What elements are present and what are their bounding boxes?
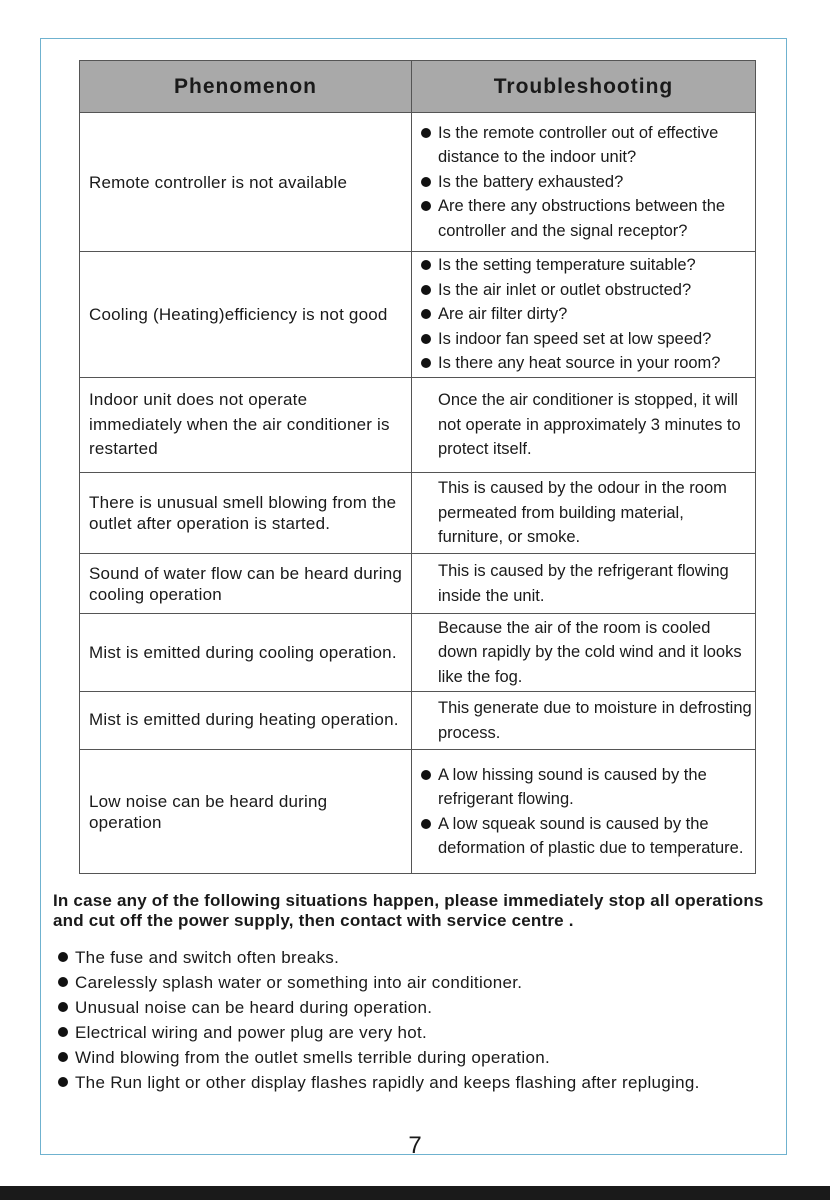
bullet-icon [421,128,431,138]
bullet-icon [58,977,68,987]
bullet-icon [58,1077,68,1087]
troubleshooting-cell [412,252,756,378]
list-item: Is the air inlet or outlet obstructed? [420,278,753,303]
bullet-icon [58,1002,68,1012]
phenomenon-cell: Remote controller is not available [80,113,412,252]
phenomenon-cell: Cooling (Heating)efficiency is not good [80,252,412,378]
troubleshooting-cell [412,113,756,252]
troubleshooting-cell [412,692,756,750]
troubleshooting-cell [412,473,756,554]
bullet-icon [421,260,431,270]
bullet-icon [58,1027,68,1037]
table-header-row [80,61,756,113]
table-row [80,614,756,692]
troubleshooting-cell [412,750,756,874]
phenomenon-cell: Indoor unit does not operate immediately when the air conditioner is restarted [80,378,412,473]
troubleshooting-text: Because the air of the room is cooled down rapidly by the cold wind and it looks like the fog. [438,618,742,686]
bullet-icon [421,819,431,829]
table-row [80,252,756,378]
list-item: Are air filter dirty? [420,302,753,327]
table-row [80,750,756,874]
list-item: Are there any obstructions between the controller and the signal receptor? [420,194,753,243]
troubleshooting-cell [412,614,756,692]
list-item: A low squeak sound is caused by the deformation of plastic due to temperature. [420,812,753,861]
list-item: A low hissing sound is caused by the refrigerant flowing. [420,763,753,812]
bullet-icon [58,952,68,962]
list-item: Is the remote controller out of effective distance to the indoor unit? [420,121,753,170]
troubleshooting-text: Once the air conditioner is stopped, it will not operate in approximately 3 minutes to protect itself. [438,391,741,459]
bullet-icon [421,177,431,187]
bullet-icon [421,309,431,319]
bullet-icon [421,358,431,368]
troubleshooting-text: This generate due to moisture in defrosting process. [438,699,752,742]
list-item: Is there any heat source in your room? [420,351,753,376]
list-item: Wind blowing from the outlet smells terrible during operation. [58,1045,798,1070]
list-item: The Run light or other display flashes rapidly and keeps flashing after repluging. [58,1070,798,1095]
list-item: Unusual noise can be heard during operation. [58,995,798,1020]
list-item: Carelessly splash water or something into air conditioner. [58,970,798,995]
list-item: Is indoor fan speed set at low speed? [420,327,753,352]
table-row [80,113,756,252]
phenomenon-cell: Mist is emitted during heating operation. [80,692,412,750]
bullet-icon [421,770,431,780]
troubleshooting-table [79,60,756,874]
bullet-icon [421,285,431,295]
list-item: Is the setting temperature suitable? [420,253,753,278]
page-number: 7 [408,1132,422,1159]
table-row [80,378,756,473]
phenomenon-cell: Mist is emitted during cooling operation. [80,614,412,692]
troubleshooting-cell [412,554,756,614]
table-row [80,692,756,750]
header-phenomenon: Phenomenon [80,61,412,113]
phenomenon-cell: Low noise can be heard during operation [80,750,412,874]
bottom-bar [0,1186,830,1200]
bullet-icon [421,201,431,211]
phenomenon-cell: There is unusual smell blowing from the outlet after operation is started. [80,473,412,554]
situations-list [58,945,798,1095]
table-row [80,473,756,554]
safety-warning: In case any of the following situations happen, please immediately stop all operations and cut off the power supply, then contact with service centre . [53,891,764,930]
header-troubleshooting: Troubleshooting [412,61,756,113]
list-item: Is the battery exhausted? [420,170,753,195]
troubleshooting-cell [412,378,756,473]
list-item: The fuse and switch often breaks. [58,945,798,970]
list-item: Electrical wiring and power plug are very hot. [58,1020,798,1045]
troubleshooting-text: This is caused by the odour in the room permeated from building material, furniture, or smoke. [438,479,727,547]
phenomenon-cell: Sound of water flow can be heard during cooling operation [80,554,412,614]
troubleshooting-text: This is caused by the refrigerant flowing inside the unit. [438,562,729,605]
bullet-icon [421,334,431,344]
table-row [80,554,756,614]
bullet-icon [58,1052,68,1062]
